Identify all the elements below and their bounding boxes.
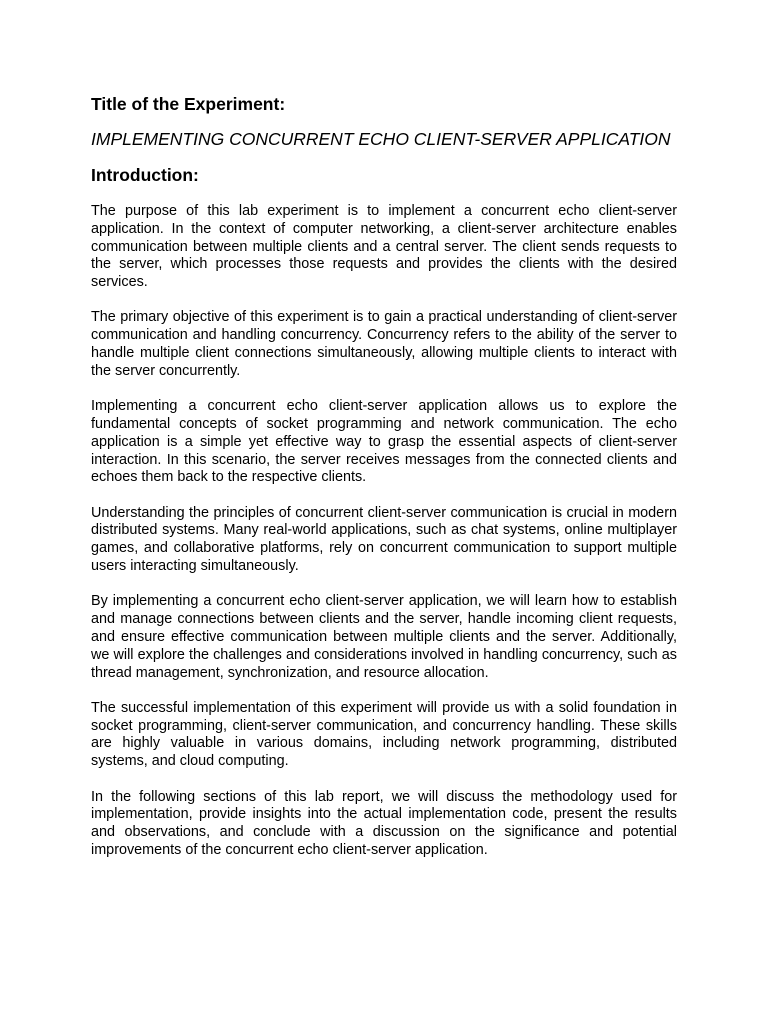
paragraph: By implementing a concurrent echo client-server application, we will learn how to establish and manage connections between clients and the server, handle incoming client requests, and ensure effective communication between multiple clients and the server. Additionally, we will explore the challenges and considerations involved in handling concurrency, such as thread management, synchronization, and resource allocation. — [91, 593, 677, 681]
paragraph: Understanding the principles of concurrent client-server communication is crucial in modern distributed systems. Many real-world applications, such as chat systems, online multiplayer games, and collaborative platforms, rely on concurrent communication to support multiple users interacting simultaneously. — [91, 504, 677, 575]
paragraph: In the following sections of this lab report, we will discuss the methodology used for implementation, provide insights into the actual implementation code, present the results and observations, and conclude with a discussion on the significance and potential improvements of the concurrent echo client-server application. — [91, 788, 677, 858]
experiment-title: IMPLEMENTING CONCURRENT ECHO CLIENT-SERVER APPLICATION — [91, 129, 671, 149]
paragraph: The purpose of this lab experiment is to implement a concurrent echo client-server application. In the context of computer networking, a client-server architecture enables communication between multiple clients and a central server. The client sends requests to the server, which processes those requests and provides the clients with the desired services. — [91, 203, 677, 291]
paragraph: The primary objective of this experiment is to gain a practical understanding of client-server communication and handling concurrency. Concurrency refers to the ability of the server to handle multiple client connections simultaneously, allowing multiple clients to interact with the server concurrently. — [91, 309, 677, 379]
paragraph: The successful implementation of this experiment will provide us with a solid foundation in socket programming, client-server communication, and concurrency handling. These skills are highly valuable in various domains, including network programming, distributed systems, and cloud computing. — [91, 699, 677, 770]
paragraph: Implementing a concurrent echo client-server application allows us to explore the fundamental concepts of socket programming and network communication. The echo application is a simple yet effective way to grasp the essential aspects of client-server interaction. In this scenario, the server receives messages from the connected clients and echoes them back to the respective clients. — [91, 398, 677, 486]
title-label: Title of the Experiment: — [91, 94, 286, 114]
document-page — [91, 92, 677, 860]
introduction-heading: Introduction: — [91, 165, 199, 185]
